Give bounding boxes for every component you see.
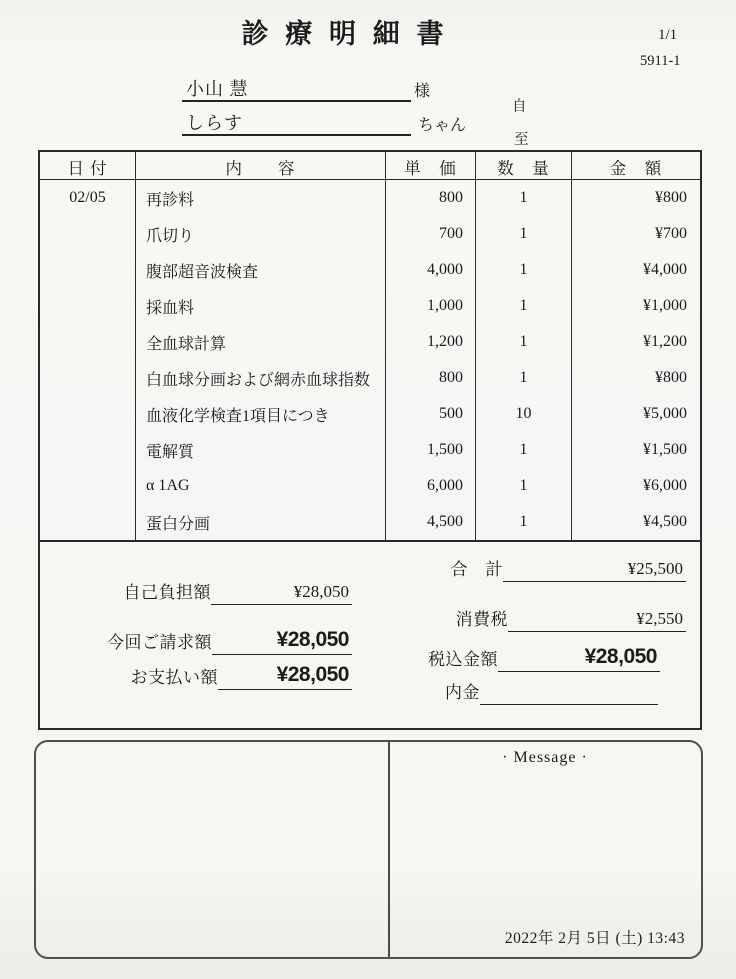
summary-label: 今回ご請求額	[107, 633, 212, 652]
summary-label: 消費税	[455, 610, 508, 629]
table-body	[40, 180, 700, 540]
row-7-quantity: 1	[475, 432, 571, 468]
row-6-amount: ¥5,000	[571, 396, 700, 432]
page-title: 診 療 明 細 書	[241, 19, 449, 49]
issue-datetime: 2022年 2月 5日 (土) 13:43	[504, 930, 685, 947]
row-0-description: 再診料	[135, 180, 385, 216]
summary-label: 税込金額	[428, 650, 498, 669]
row-8-quantity: 1	[475, 468, 571, 504]
row-2-quantity: 1	[475, 252, 571, 288]
row-8-description: α 1AG	[135, 468, 385, 504]
row-9-description: 蛋白分画	[135, 504, 385, 540]
row-6-unit-price: 500	[385, 396, 475, 432]
row-4-quantity: 1	[475, 324, 571, 360]
header-date: 日 付	[67, 159, 108, 178]
row-5-date	[40, 360, 135, 396]
row-7-date	[40, 432, 135, 468]
row-3-quantity: 1	[475, 288, 571, 324]
row-5-unit-price: 800	[385, 360, 475, 396]
row-2-description: 腹部超音波検査	[135, 252, 385, 288]
message-header: · Message ·	[502, 749, 588, 766]
header-amount: 金 額	[571, 152, 700, 179]
row-3-unit-price: 1,000	[385, 288, 475, 324]
summary-r-0	[451, 555, 687, 582]
table-header-row	[40, 152, 700, 180]
summary-label: お支払い額	[130, 668, 218, 687]
summary-value: ¥28,050	[211, 582, 352, 605]
billing-box	[38, 150, 702, 730]
row-2-amount: ¥4,000	[571, 252, 700, 288]
summary-value: ¥25,500	[503, 559, 686, 582]
row-9-date	[40, 504, 135, 540]
summary-value: ¥28,050	[212, 628, 352, 655]
owner-name-suffix: 様	[414, 83, 431, 100]
row-0-unit-price: 800	[385, 180, 475, 216]
row-5-quantity: 1	[475, 360, 571, 396]
summary-label: 内金	[445, 683, 480, 702]
row-4-date	[40, 324, 135, 360]
row-4-description: 全血球計算	[135, 324, 385, 360]
summary-l-1	[107, 628, 352, 655]
summary-value: ¥28,050	[218, 663, 352, 690]
summary-value: ¥28,050	[498, 645, 660, 672]
owner-name: 小山 慧	[186, 79, 249, 99]
row-8-unit-price: 6,000	[385, 468, 475, 504]
summary-l-0	[124, 578, 353, 605]
pet-name-suffix: ちゃん	[418, 117, 467, 134]
row-3-date	[40, 288, 135, 324]
row-9-quantity: 1	[475, 504, 571, 540]
row-5-amount: ¥800	[571, 360, 700, 396]
row-0-date: 02/05	[69, 189, 106, 206]
header-unit-price: 単 価	[385, 152, 475, 179]
header-description: 内 容	[135, 152, 385, 179]
row-7-amount: ¥1,500	[571, 432, 700, 468]
row-8-amount: ¥6,000	[571, 468, 700, 504]
summary-label: 合 計	[450, 560, 503, 579]
row-0-amount: ¥800	[571, 180, 700, 216]
summary-r-1	[456, 605, 687, 632]
summary-r-2	[428, 645, 660, 672]
row-3-amount: ¥1,000	[571, 288, 700, 324]
row-6-quantity: 10	[475, 396, 571, 432]
pet-name-underline	[182, 134, 411, 136]
row-4-amount: ¥1,200	[571, 324, 700, 360]
message-box	[34, 740, 703, 959]
row-8-date	[40, 468, 135, 504]
row-3-description: 採血料	[135, 288, 385, 324]
row-7-unit-price: 1,500	[385, 432, 475, 468]
row-5-description: 白血球分画および網赤血球指数	[135, 360, 385, 396]
row-9-unit-price: 4,500	[385, 504, 475, 540]
row-2-date	[40, 252, 135, 288]
row-6-date	[40, 396, 135, 432]
row-0-quantity: 1	[475, 180, 571, 216]
period-from-label: 自	[512, 99, 527, 115]
page-number: 1/1	[658, 27, 678, 43]
summary-value	[480, 702, 658, 705]
period-to-label: 至	[514, 132, 529, 148]
header-quantity: 数 量	[475, 152, 571, 179]
summary-r-3	[445, 678, 658, 705]
row-1-quantity: 1	[475, 216, 571, 252]
pet-name: しらす	[186, 113, 243, 133]
summary-label: 自己負担額	[123, 583, 211, 602]
row-7-description: 電解質	[135, 432, 385, 468]
summary-section	[40, 540, 700, 728]
owner-name-underline	[182, 100, 411, 102]
row-4-unit-price: 1,200	[385, 324, 475, 360]
row-1-unit-price: 700	[385, 216, 475, 252]
row-1-description: 爪切り	[135, 216, 385, 252]
row-2-unit-price: 4,000	[385, 252, 475, 288]
summary-l-2	[131, 663, 353, 690]
row-9-amount: ¥4,500	[571, 504, 700, 540]
row-1-date	[40, 216, 135, 252]
row-6-description: 血液化学検査1項目につき	[135, 396, 385, 432]
doc-number: 5911-1	[640, 53, 681, 69]
message-box-divider	[388, 742, 390, 957]
summary-value: ¥2,550	[508, 609, 686, 632]
row-1-amount: ¥700	[571, 216, 700, 252]
